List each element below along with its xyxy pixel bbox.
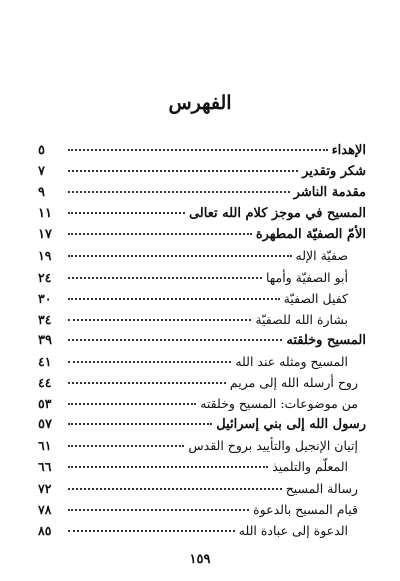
toc-entry-page: ٣٠: [38, 290, 52, 306]
toc-entry: [38, 435, 366, 456]
toc-entry: [38, 499, 366, 520]
toc-entry-page: ٤١: [38, 353, 52, 369]
toc-entry-label: من موضوعات: المسيح وخلقته: [200, 396, 358, 412]
page-title: الفهرس: [168, 92, 232, 114]
toc-entry-page: ٨٥: [38, 522, 52, 538]
toc-entry-label: الدعوة إلى عبادة الله: [238, 522, 348, 538]
page-number: ١٥٩: [189, 552, 211, 567]
toc-entry-label: قيام المسيح بالدعوة: [253, 501, 358, 517]
toc-entry-page: ١٧: [38, 227, 52, 243]
dot-leader: [68, 422, 212, 425]
toc-list: [38, 140, 366, 541]
dot-leader: [68, 276, 262, 279]
toc-entry-label: بشارة الله للصفيّة: [255, 311, 348, 327]
toc-entry: [38, 203, 366, 224]
toc-entry: [38, 520, 366, 541]
toc-entry-label: المسيح وخلقته: [286, 332, 366, 348]
toc-entry-page: ٧٨: [38, 501, 52, 517]
toc-entry: [38, 288, 366, 309]
toc-entry-page: ١١: [38, 206, 52, 222]
toc-entry: [38, 372, 366, 393]
toc-entry: [38, 478, 366, 499]
toc-entry-label: كفيل الصفيّة: [283, 290, 348, 306]
toc-entry: [38, 330, 366, 351]
toc-entry-page: ٢٤: [38, 269, 52, 285]
toc-entry-label: شكر وتقدير: [302, 164, 366, 180]
toc-entry-page: ٥٣: [38, 396, 52, 412]
dot-leader: [68, 529, 235, 532]
dot-leader: [68, 465, 268, 468]
dot-leader: [68, 381, 226, 384]
toc-entry-label: المسيح ومثله عند الله: [235, 353, 348, 369]
toc-entry-page: ٧٢: [38, 480, 52, 496]
toc-entry: [38, 182, 366, 203]
dot-leader: [68, 444, 184, 447]
dot-leader: [68, 402, 196, 405]
toc-entry-label: الإهداء: [331, 143, 366, 158]
toc-entry-label: مقدمة الناشر: [293, 185, 366, 201]
dot-leader: [68, 169, 298, 172]
toc-entry-page: ٧: [38, 164, 45, 180]
toc-entry-label: المعلّم والتلميذ: [272, 459, 348, 475]
toc-entry-page: ٣٤: [38, 311, 52, 327]
dot-leader: [68, 360, 231, 363]
toc-entry: [38, 140, 366, 161]
toc-entry-label: روح أرسله الله إلى مريم: [229, 375, 358, 391]
toc-entry: [38, 309, 366, 330]
toc-entry-label: رسالة المسيح: [285, 480, 358, 496]
dot-leader: [68, 508, 249, 511]
toc-entry-label: صفيّة الإله: [295, 248, 348, 264]
toc-entry-label: المسيح في موجز كلام الله تعالى: [188, 206, 366, 222]
dot-leader: [68, 190, 290, 193]
toc-entry-label: رسول الله إلى بني إسرائيل: [216, 417, 366, 433]
dot-leader: [68, 232, 252, 235]
dot-leader: [68, 254, 292, 257]
toc-entry: [38, 224, 366, 245]
toc-entry-label: الأمّ الصفيّة المطهرة: [255, 227, 366, 243]
dot-leader: [68, 297, 280, 300]
toc-entry-page: ٥: [38, 143, 45, 158]
toc-entry-label: إتيان الإنجيل والتأييد بروح القدس: [188, 438, 358, 454]
dot-leader: [68, 487, 282, 490]
toc-entry: [38, 414, 366, 435]
toc-entry-page: ٥٧: [38, 417, 52, 433]
dot-leader: [68, 148, 328, 151]
toc-entry: [38, 351, 366, 372]
toc-entry: [38, 245, 366, 266]
dot-leader: [68, 211, 185, 214]
toc-entry: [38, 267, 366, 288]
toc-entry: [38, 393, 366, 414]
toc-entry: [38, 456, 366, 477]
toc-entry-page: ٩: [38, 185, 45, 201]
toc-entry-page: ٣٩: [38, 332, 52, 348]
toc-entry-page: ٦١: [38, 438, 52, 454]
toc-entry-label: أبو الصفيّة وأمها: [265, 269, 348, 285]
dot-leader: [68, 318, 251, 321]
toc-entry-page: ١٩: [38, 248, 52, 264]
dot-leader: [68, 338, 282, 341]
toc-entry-page: ٦٦: [38, 459, 52, 475]
toc-entry-page: ٤٤: [38, 375, 52, 391]
toc-entry: [38, 161, 366, 182]
